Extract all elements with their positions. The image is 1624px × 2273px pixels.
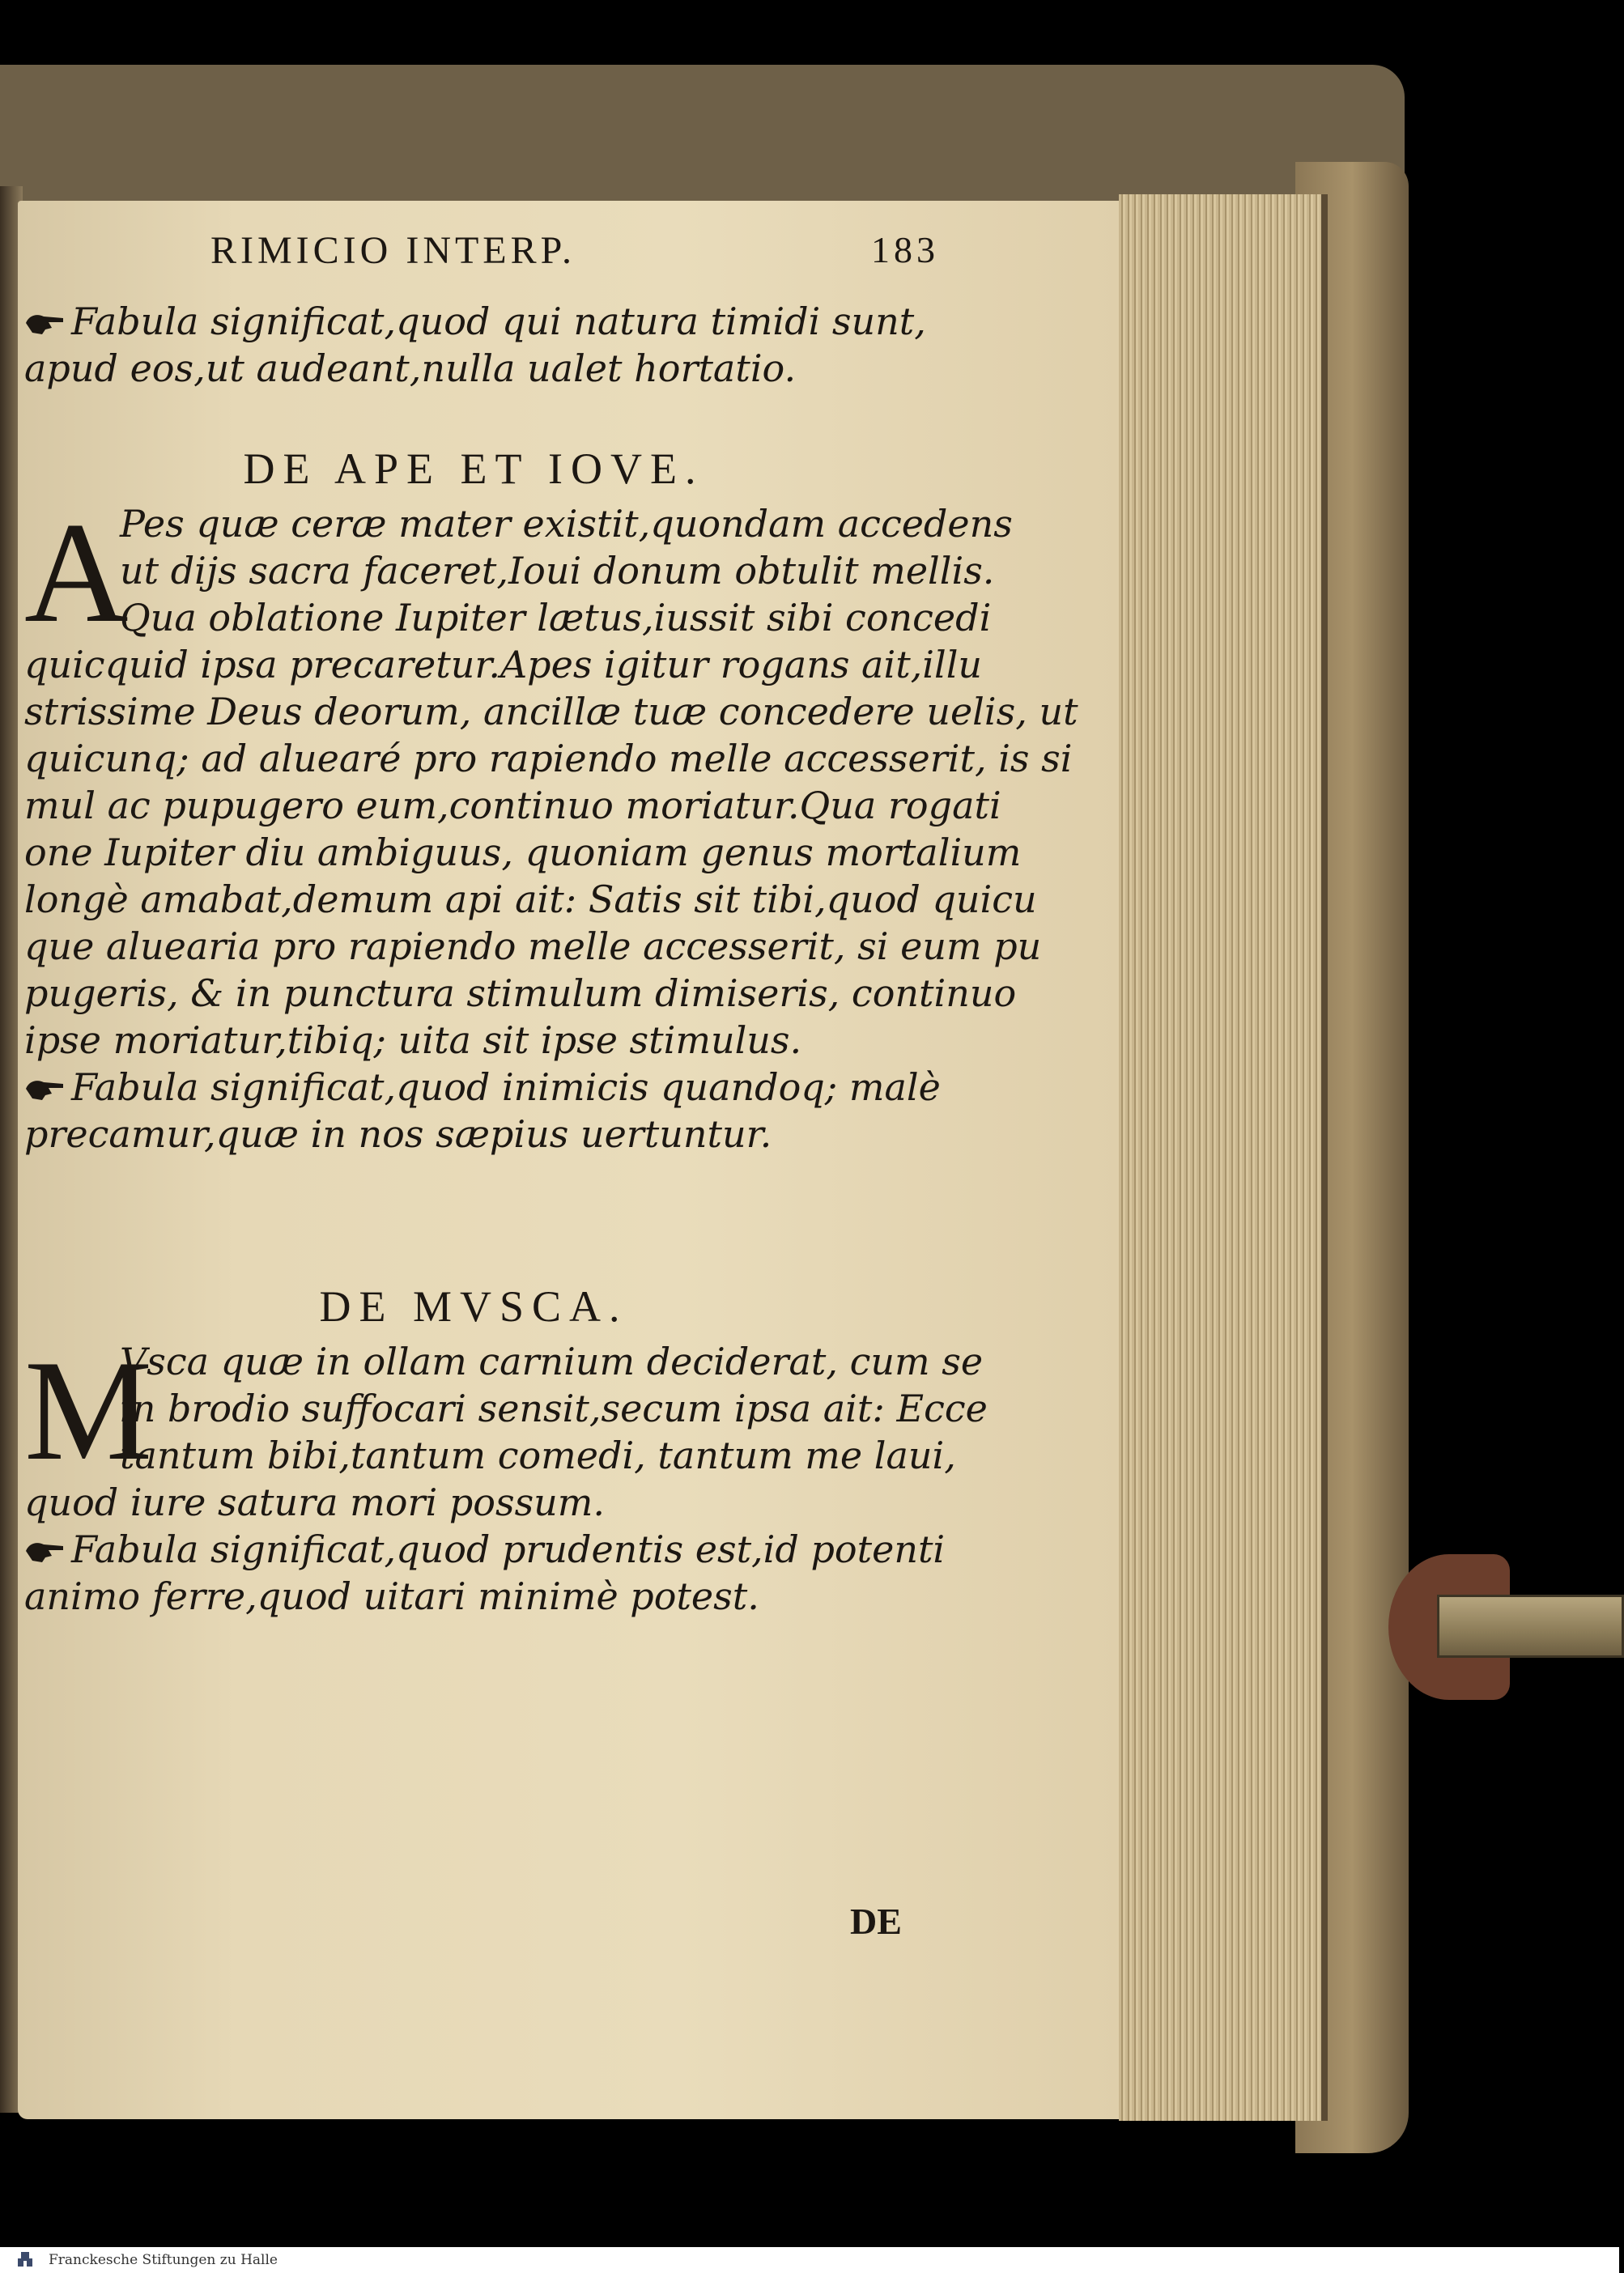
fable-moral-previous xyxy=(24,298,926,392)
fable-body xyxy=(24,1330,988,1620)
text-line: tantum bibi,tantum comedi, tantum me laui, xyxy=(120,1434,956,1477)
moral-line: precamur,quæ in nos sæpius uertuntur. xyxy=(24,1112,772,1156)
text-line: ut dijs sacra faceret,Ioui donum obtulit mellis. xyxy=(120,549,995,593)
moral-line xyxy=(24,298,926,345)
text-line: quicquid ipsa precaretur.Apes igitur rogans ait,illu xyxy=(24,643,983,686)
text-line: longè amabat,demum api ait: Satis sit tibi,quod quicu xyxy=(24,877,1037,921)
moral-line xyxy=(24,1064,941,1111)
pointing-hand-icon xyxy=(24,1074,66,1103)
running-head xyxy=(186,228,939,277)
drop-cap: M xyxy=(24,1330,153,1490)
text-line: quicunq; ad aluearé pro rapiendo melle accesserit, is si xyxy=(24,737,1073,780)
fable-de-musca xyxy=(24,1282,988,1620)
text-line: quod iure satura mori possum. xyxy=(24,1481,606,1524)
fable-heading: DE APE ET IOVE. xyxy=(243,444,704,493)
text-line: in brodio suffocari sensit,secum ipsa ait: Ecce xyxy=(120,1387,988,1430)
fable-de-ape-et-iove xyxy=(24,444,1078,1158)
fable-body xyxy=(24,492,1078,1158)
moral-text: Fabula significat,quod prudentis est,id potenti xyxy=(71,1527,946,1571)
text-line: que aluearia pro rapiendo melle accesserit, si eum pu xyxy=(24,924,1042,968)
text-line: Pes quæ ceræ mater existit,quondam accedens xyxy=(120,502,1013,546)
moral-text: Fabula significat,quod inimicis quandoq; malè xyxy=(71,1065,941,1109)
clasp-metal-plate xyxy=(1437,1595,1624,1658)
moral-line: apud eos,ut audeant,nulla ualet hortatio. xyxy=(24,346,797,390)
page-fore-edge xyxy=(1119,194,1328,2121)
book-clasp xyxy=(1388,1554,1619,1700)
text-line: one Iupiter diu ambiguus, quoniam genus mortalium xyxy=(24,831,1022,874)
footer-bar xyxy=(0,2247,1619,2273)
moral-text: Fabula significat,quod qui natura timidi sunt, xyxy=(71,300,926,343)
text-line: strissime Deus deorum, ancillæ tuæ concedere uelis, ut xyxy=(24,690,1078,733)
running-head-title: RIMICIO INTERP. xyxy=(210,229,576,272)
moral-line: animo ferre,quod uitari minimè potest. xyxy=(24,1574,759,1618)
pointing-hand-icon xyxy=(24,308,66,338)
text-line: Qua oblatione Iupiter lætus,iussit sibi concedi xyxy=(120,596,992,639)
text-line: Vsca quæ in ollam carnium deciderat, cum se xyxy=(120,1340,984,1383)
catchword: DE xyxy=(850,1901,902,1942)
fable-heading: DE MVSCA. xyxy=(319,1282,628,1331)
institution-label: Franckesche Stiftungen zu Halle xyxy=(49,2252,278,2268)
drop-cap: A xyxy=(24,492,129,652)
page-number: 183 xyxy=(871,229,939,270)
text-line: mul ac pupugero eum,continuo moriatur.Qua rogati xyxy=(24,784,1001,827)
moral-line xyxy=(24,1526,946,1573)
pointing-hand-icon xyxy=(24,1536,66,1566)
text-line: ipse moriatur,tibiq; uita sit ipse stimulus. xyxy=(24,1018,802,1062)
franckesche-stiftungen-logo-icon xyxy=(15,2250,36,2270)
text-line: pugeris, & in punctura stimulum dimiseris, continuo xyxy=(24,971,1017,1015)
